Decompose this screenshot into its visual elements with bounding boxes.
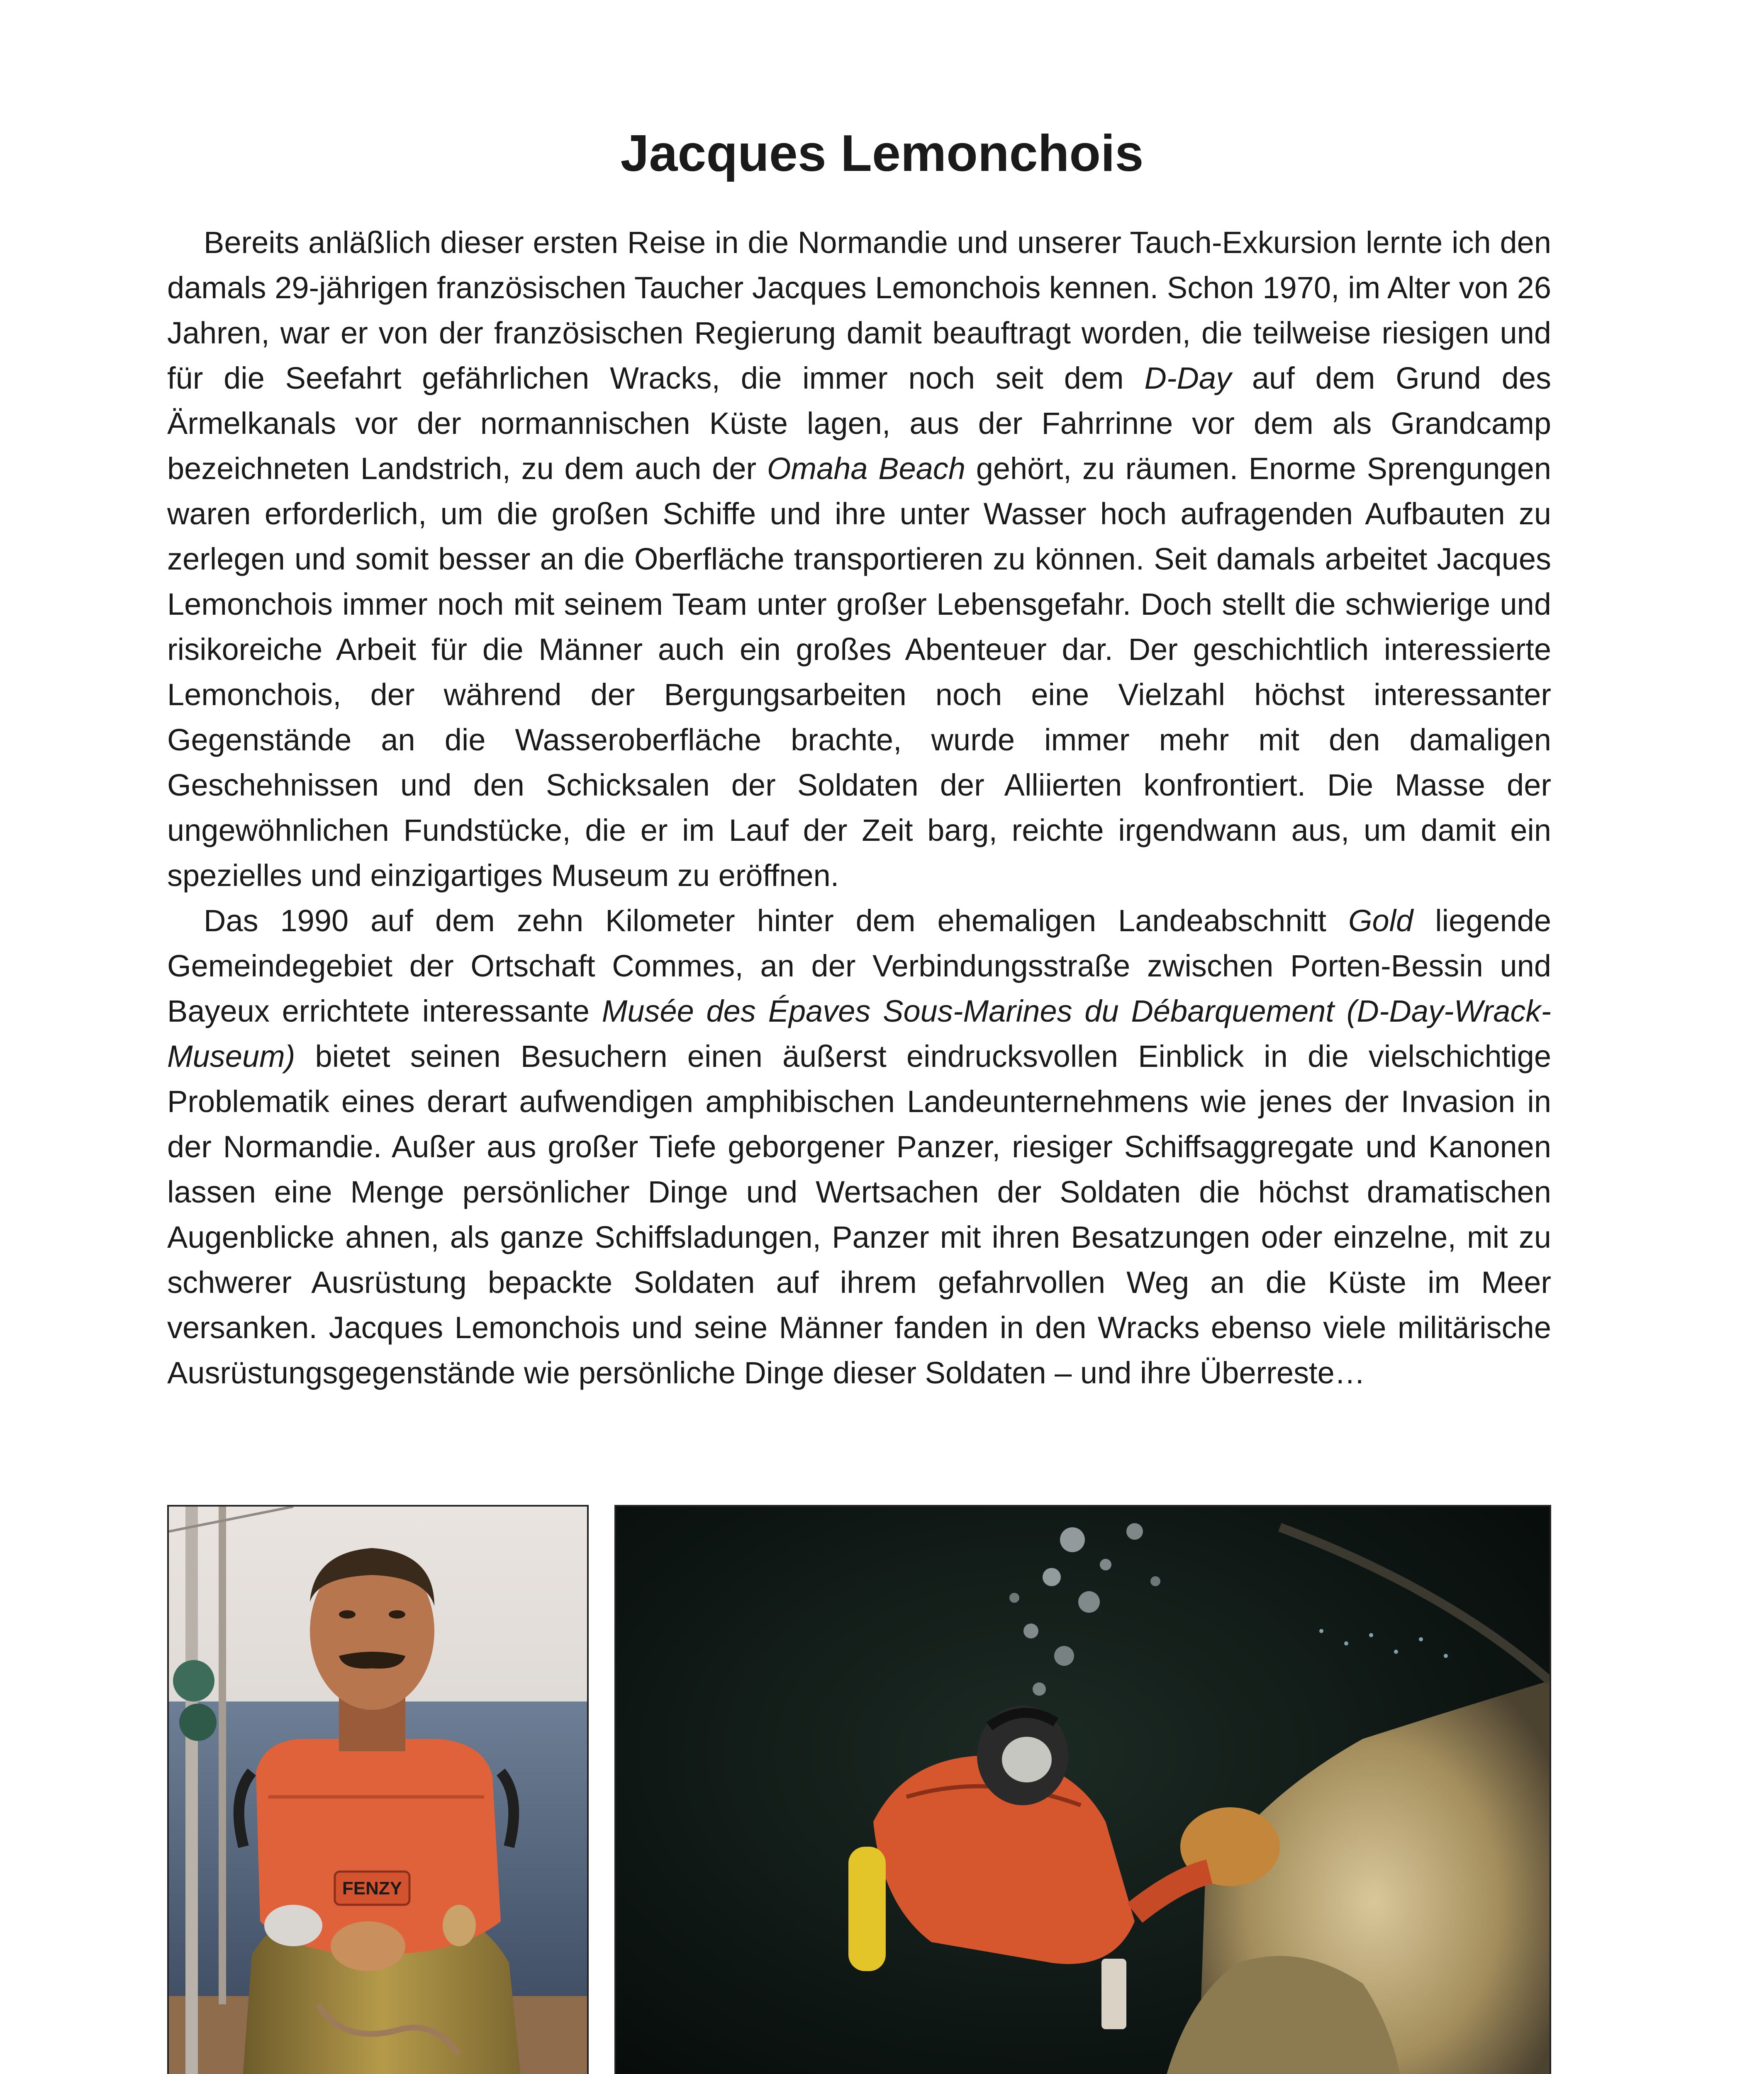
page-title: Jacques Lemonchois [620, 125, 1144, 182]
emphasis-text: Gold [1348, 903, 1413, 938]
underwater-wreck-photo [614, 1505, 1551, 2074]
text-run: Das 1990 auf dem zehn Kilometer hinter dem ehemaligen Landeabschnitt [204, 903, 1348, 938]
text-run: bietet seinen Besuchern einen äußerst eindrucksvollen Einblick in die vielschichtige Problematik eines derart aufwendigen amphibischen Landeunternehmens wie jenes der Invasion in der Normandie. Außer aus großer Tiefe geborgener Panzer, riesiger Schiffsaggregate und Kanonen lassen eine Menge persönlicher Dinge und Wertsachen der Soldaten die höchst dramatischen Augenblicke ahnen, als ganze Schiffsladungen, Panzer mit ihren Besatzungen oder einzelne, mit zu schwerer Ausrüstung bepackte Soldaten auf ihrem gefahrvollen Weg an die Küste im Meer versanken. Jacques Lemonchois und seine Männer fanden in den Wracks ebenso viele militärische Ausrüstungsgegenstände wie persönliche Dinge dieser Soldaten – und ihre Überreste… [167, 1039, 1551, 1390]
text-run: auf dem Grund des Ärmelkanals vor der normannischen Küste lagen, aus der Fahrrinne vor dem als Grandcamp bezeichneten Landstrich, zu dem auch der [167, 361, 1552, 486]
emphasis-text: D-Day [1144, 361, 1232, 395]
text-run: Bereits anläßlich dieser ersten Reise in die Normandie und unserer Tauch-Exkursion lernte ich den damals 29-jährigen französischen Taucher Jacques Lemonchois kennen. Schon 1970, im Alter von 26 Jahren, war er von der französischen Regierung damit beauftragt worden, die teilweise riesigen und für die Seefahrt gefährlichen Wracks, die immer noch seit dem [167, 225, 1551, 395]
article-body [167, 220, 1551, 1395]
text-run: liegende Gemeindegebiet der Ortschaft Commes, an der Verbindungsstraße zwischen Porten-Bessin und Bayeux errichtete interessante [167, 903, 1552, 1028]
emphasis-text: Musée des Épaves Sous-Marines du Débarquement (D-Day-Wrack-Museum) [167, 994, 1551, 1074]
emphasis-text: Omaha Beach [767, 451, 966, 486]
diver-portrait-photo [167, 1505, 589, 2074]
paragraph-1 [167, 220, 1551, 898]
text-run: gehört, zu räumen. Enorme Sprengungen waren erforderlich, um die großen Schiffe und ihre unter Wasser hoch aufragenden Aufbauten zu zerlegen und somit besser an die Oberfläche transportieren zu können. Seit damals arbeitet Jacques Lemonchois immer noch mit seinem Team unter großer Lebensgefahr. Doch stellt die schwierige und risikoreiche Arbeit für die Männer auch ein großes Abenteuer dar. Der geschichtlich interessierte Lemonchois, der während der Bergungsarbeiten noch eine Vielzahl höchst interessanter Gegenstände an die Wasseroberfläche brachte, wurde immer mehr mit den damaligen Geschehnissen und den Schicksalen der Soldaten der Alliierten konfrontiert. Die Masse der ungewöhnlichen Fundstücke, die er im Lauf der Zeit barg, reichte irgendwann aus, um damit ein spezielles und einzigartiges Museum zu eröffnen. [167, 451, 1552, 893]
paragraph-2 [167, 898, 1551, 1395]
vest-label: FENZY [342, 1878, 402, 1899]
